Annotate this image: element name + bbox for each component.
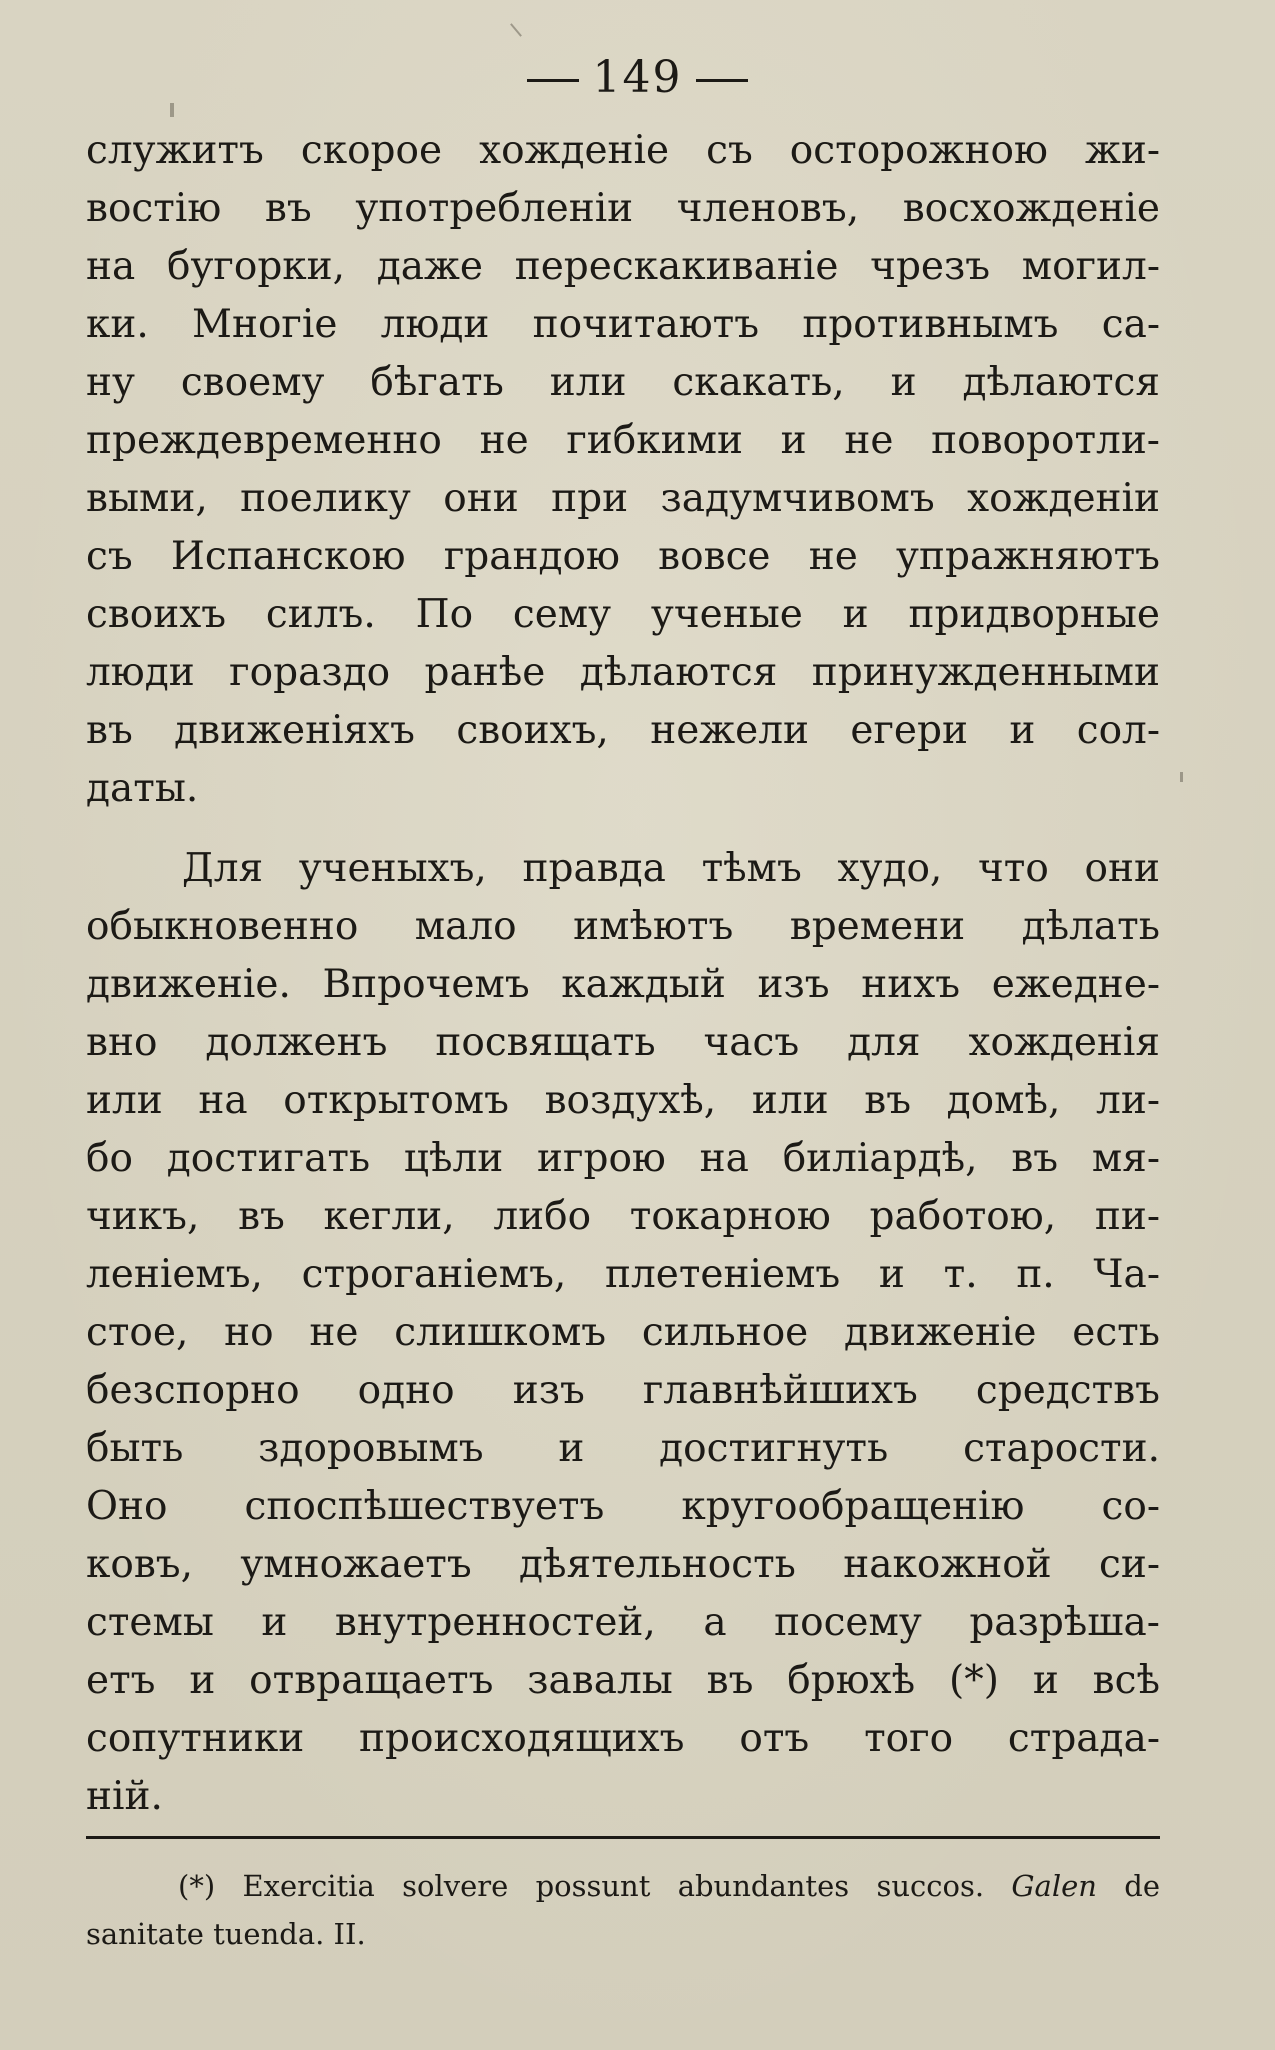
text-line: ну своему бѣгать или скакать, и дѣлаются xyxy=(86,360,1160,405)
footnote-line-2: sanitate tuenda. II. xyxy=(86,1917,366,1951)
body-text xyxy=(86,122,1160,1826)
text-line: служитъ скорое хожденіе съ осторожною жи- xyxy=(86,128,1160,173)
text-line: безспорно одно изъ главнѣйшихъ средствъ xyxy=(86,1368,1160,1413)
text-line: обыкновенно мало имѣютъ времени дѣлать xyxy=(86,904,1160,949)
text-line: движеніе. Впрочемъ каждый изъ нихъ ежедне- xyxy=(86,962,1160,1007)
paragraph-2 xyxy=(86,840,1160,1826)
text-line: съ Испанскою грандою вовсе не упражняютъ xyxy=(86,534,1160,579)
paragraph-1 xyxy=(86,122,1160,818)
text-line: ковъ, умножаетъ дѣятельность накожной си- xyxy=(86,1542,1160,1587)
text-line: стемы и внутренностей, а посему разрѣша- xyxy=(86,1600,1160,1645)
text-line: на бугорки, даже перескакиваніе чрезъ могил- xyxy=(86,244,1160,289)
footnote-line-1 xyxy=(86,1862,1160,1910)
text-line: леніемъ, строганіемъ, плетеніемъ и т. п. Ча- xyxy=(86,1252,1160,1297)
text-line: или на открытомъ воздухѣ, или въ домѣ, ли- xyxy=(86,1078,1160,1123)
text-line: преждевременно не гибкими и не поворотли- xyxy=(86,418,1160,463)
right-dash xyxy=(696,79,748,82)
text-line: вно долженъ посвящать часъ для хожденія xyxy=(86,1020,1160,1065)
text-line: стое, но не слишкомъ сильное движеніе есть xyxy=(86,1310,1160,1355)
text-line: бо достигать цѣли игрою на биліардѣ, въ мя- xyxy=(86,1136,1160,1181)
footnote-text: Exercitia solvere possunt abundantes succos. xyxy=(242,1869,985,1903)
left-dash xyxy=(527,79,579,82)
paper-speck xyxy=(170,103,174,117)
text-line: даты. xyxy=(86,766,199,811)
footnote-text-end: de xyxy=(1124,1869,1161,1903)
text-line: Оно споспѣшествуетъ кругообращенію со- xyxy=(86,1484,1160,1529)
text-line: ки. Многіе люди почитаютъ противнымъ са- xyxy=(86,302,1160,347)
text-line: сопутники происходящихъ отъ того страда- xyxy=(86,1716,1160,1761)
text-line: въ движеніяхъ своихъ, нежели егери и сол- xyxy=(86,708,1160,753)
text-line: своихъ силъ. По сему ученые и придворные xyxy=(86,592,1160,637)
footnote xyxy=(86,1862,1160,1958)
text-line: выми, поелику они при задумчивомъ хожденіи xyxy=(86,476,1160,521)
paper-speck xyxy=(510,23,522,37)
text-line: ній. xyxy=(86,1774,163,1819)
footnote-rule xyxy=(86,1836,1160,1839)
text-line: люди гораздо ранѣе дѣлаются принужденными xyxy=(86,650,1160,695)
footnote-author: Galen xyxy=(1011,1869,1097,1903)
text-line: Для ученыхъ, правда тѣмъ худо, что они xyxy=(182,846,1160,891)
page-number: 149 xyxy=(592,52,683,103)
text-line: етъ и отвращаетъ завалы въ брюхѣ (*) и всѣ xyxy=(86,1658,1160,1703)
text-line: чикъ, въ кегли, либо токарною работою, пи- xyxy=(86,1194,1160,1239)
paper-speck xyxy=(1180,772,1183,782)
text-line: быть здоровымъ и достигнуть старости. xyxy=(86,1426,1160,1471)
text-line: востію въ употребленіи членовъ, восхожденіе xyxy=(86,186,1160,231)
footnote-marker: (*) xyxy=(178,1869,216,1903)
page-number-header xyxy=(0,52,1275,103)
